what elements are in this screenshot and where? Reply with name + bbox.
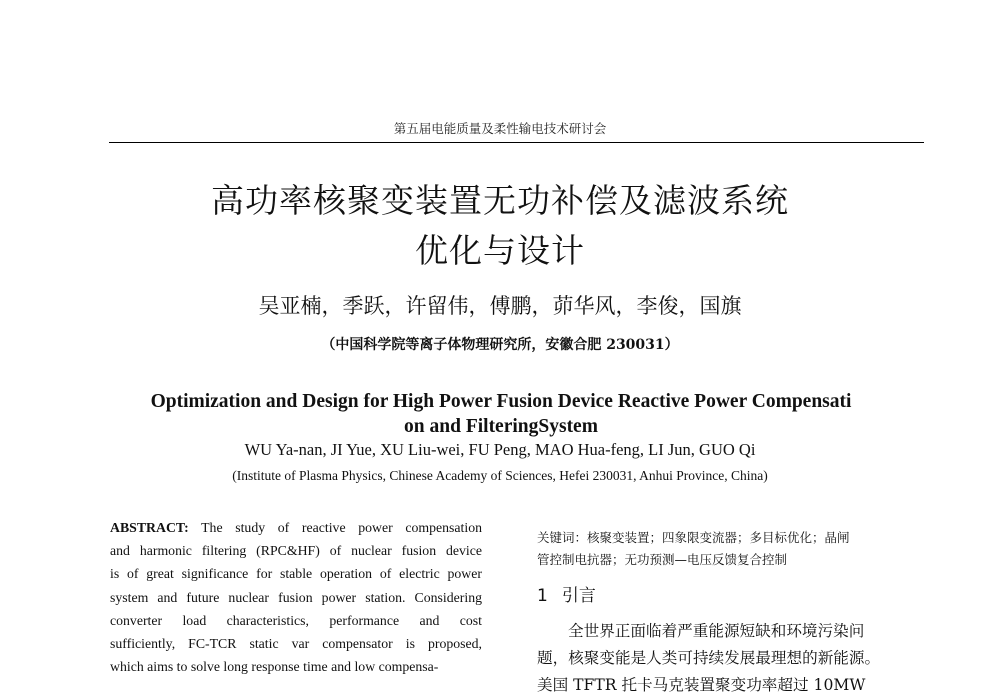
abstract-line bbox=[110, 516, 482, 539]
keywords bbox=[537, 527, 909, 571]
title-en-line-2: on and FilteringSystem bbox=[404, 416, 598, 437]
title-cn-line-1: 高功率核聚变装置无功补偿及滤波系统 bbox=[211, 181, 789, 220]
title-cn-line-2: 优化与设计 bbox=[415, 231, 585, 270]
abstract-line: is of great significance for stable operation of electric power bbox=[110, 566, 482, 582]
abstract bbox=[110, 516, 482, 678]
body-line: 题，核聚变能是人类可持续发展最理想的新能源。 bbox=[537, 649, 881, 667]
keywords-line: 关键词：核聚变装置；四象限变流器；多目标优化；晶闸 bbox=[537, 530, 850, 545]
conference-header: 第五届电能质量及柔性输电技术研讨会 bbox=[393, 121, 607, 136]
section-heading bbox=[537, 581, 596, 606]
abstract-line: and harmonic filtering (RPC&HF) of nuclear fusion device bbox=[110, 543, 482, 559]
affiliation-cn: （中国科学院等离子体物理研究所，安徽合肥 230031） bbox=[321, 337, 679, 353]
keywords-line: 管控制电抗器；无功预测—电压反馈复合控制 bbox=[537, 552, 788, 567]
title-en-line-1: Optimization and Design for High Power Fusion Device Reactive Power Compensati bbox=[150, 391, 852, 412]
section-number: 1 bbox=[537, 586, 548, 606]
abstract-line: system and future nuclear fusion power station. Considering bbox=[110, 589, 482, 605]
abstract-line: which aims to solve long response time and low compensa- bbox=[110, 659, 439, 675]
abstract-text: The study of reactive power compensation bbox=[188, 520, 482, 535]
body-text-cn bbox=[537, 618, 912, 699]
abstract-line: converter load characteristics, performance and cost bbox=[110, 612, 482, 628]
body-line: 美国 TFTR 托卡马克装置聚变功率超过 10MW bbox=[537, 676, 866, 694]
header-rule bbox=[109, 142, 924, 143]
affiliation-en: (Institute of Plasma Physics, Chinese Academy of Sciences, Hefei 230031, Anhui Province, China) bbox=[232, 468, 768, 483]
paper-title-cn bbox=[0, 176, 1000, 276]
abstract-label: ABSTRACT: bbox=[110, 520, 189, 535]
paper-title-en bbox=[111, 389, 891, 439]
authors-cn: 吴亚楠，季跃，许留伟，傅鹏，茆华风，李俊，国旗 bbox=[258, 294, 742, 318]
abstract-line: sufficiently, FC-TCR static var compensator is proposed, bbox=[110, 636, 482, 652]
section-title: 引言 bbox=[561, 586, 596, 606]
body-line: 全世界正面临着严重能源短缺和环境污染问 bbox=[568, 622, 865, 640]
authors-en: WU Ya-nan, JI Yue, XU Liu-wei, FU Peng, MAO Hua-feng, LI Jun, GUO Qi bbox=[244, 440, 756, 459]
